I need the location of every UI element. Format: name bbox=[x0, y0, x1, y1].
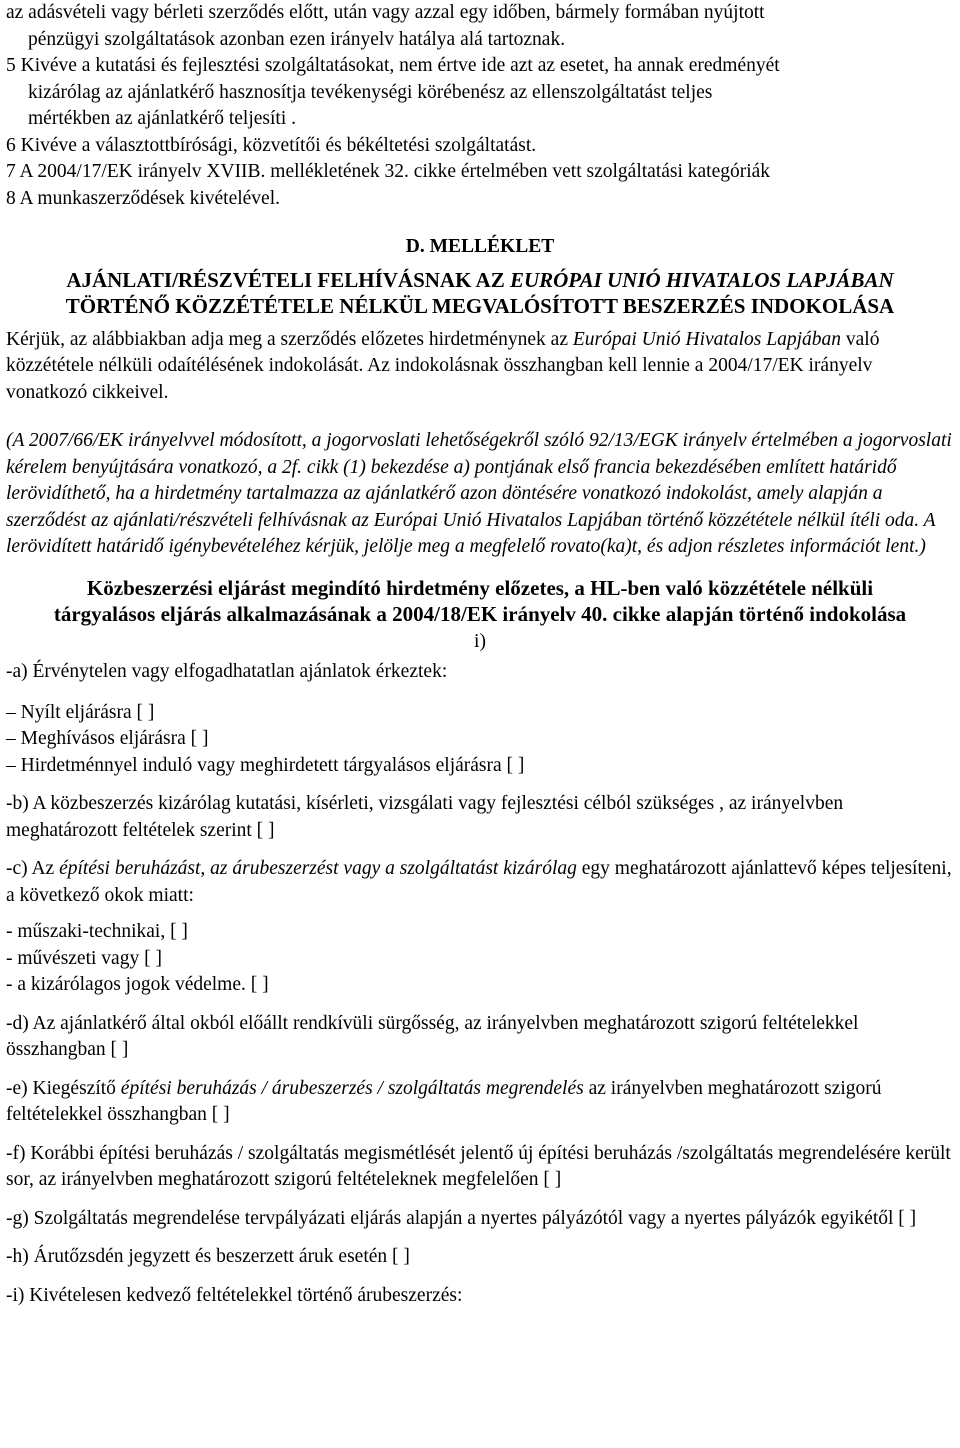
section-subnumber: i) bbox=[474, 630, 486, 652]
footnote-continuation-line-1: az adásvételi vagy bérleti szerződés előtt, után vagy azzal egy időben, bármely formában nyújtott bbox=[6, 2, 765, 23]
footnote-continuation-line-2: pénzügyi szolgáltatások azonban ezen irányelv hatálya alá tartoznak. bbox=[28, 28, 566, 50]
item-c-part-1: -c) Az bbox=[6, 858, 60, 879]
annex-title-line-2: TÖRTÉNŐ KÖZZÉTÉTELE NÉLKÜL MEGVALÓSÍTOTT BESZERZÉS INDOKOLÁSA bbox=[65, 293, 895, 318]
item-a: -a) Érvénytelen vagy elfogadhatatlan ajánlatok érkeztek: bbox=[6, 661, 448, 682]
item-b: -b) A közbeszerzés kizárólag kutatási, kísérleti, vizsgálati vagy fejlesztési célból szükséges , az irányelvben meghatározott feltételek szerint [ ] bbox=[6, 793, 844, 841]
item-i: -i) Kivételesen kedvező feltételekkel történő árubeszerzés: bbox=[6, 1284, 463, 1306]
item-e-part-3: az irányelvben meghatározott szigorú feltételekkel összhangban [ ] bbox=[6, 1077, 882, 1125]
item-h: -h) Árutőzsdén jegyzett és beszerzett áruk esetén [ ] bbox=[6, 1246, 410, 1267]
item-d: -d) Az ajánlatkérő által okból előállt rendkívüli sürgősség, az irányelvben meghatározott szigorú feltételekkel összhangban [ ] bbox=[6, 1012, 859, 1060]
item-c-part-2: építési beruházást, az árubeszerzést vagy a szolgáltatást kizárólag bbox=[59, 858, 577, 879]
footnote-block bbox=[6, 0, 954, 212]
item-g: -g) Szolgáltatás megrendelése tervpályázati eljárás alapján a nyertes pályázótól vagy a nyertes pályázók egyikétől [ ] bbox=[6, 1207, 917, 1229]
item-c-option-2: - művészeti vagy [ ] bbox=[6, 947, 162, 969]
item-c bbox=[6, 856, 954, 909]
annex-title-line-1 bbox=[6, 267, 954, 293]
item-f: -f) Korábbi építési beruházás / szolgáltatás megismétlését jelentő új építési beruházás /szolgáltatás megrendelésére került sor, az irányelvben meghatározott szigorú feltételeknek megfelelően [ ] bbox=[6, 1142, 951, 1190]
section-title: Közbeszerzési eljárást megindító hirdetmény előzetes, a HL-ben való közzététele nélküli tárgyalásos eljárás alkalmazásának a 2004/18/EK irányelv 40. cikke alapján történő indokolása bbox=[53, 575, 907, 626]
item-c-part-3: egy meghatározott ajánlattevő képes teljesíteni, a következő okok miatt: bbox=[6, 858, 952, 906]
item-c-option-3: - a kizárólagos jogok védelme. [ ] bbox=[6, 974, 269, 995]
item-a-option-2: – Meghívásos eljárásra [ ] bbox=[6, 726, 954, 753]
intro-part-2: Európai Unió Hivatalos Lapjában bbox=[572, 328, 841, 350]
footnote-8: 8 A munkaszerződések kivételével. bbox=[6, 187, 280, 209]
footnote-5-line-3: mértékben az ajánlatkérő teljesíti . bbox=[28, 108, 297, 129]
intro-part-3: való közzététele nélküli odaítélésének indokolását. Az indokolásnak összhangban kell lennie a 2004/17/EK irányelv vonatkozó cikkeivel. bbox=[6, 328, 880, 403]
annex-title-line-1-a: AJÁNLATI/RÉSZVÉTELI FELHÍVÁSNAK AZ bbox=[66, 267, 510, 292]
item-a-option-1: – Nyílt eljárásra [ ] bbox=[6, 700, 954, 727]
item-e-part-1: -e) Kiegészítő bbox=[6, 1077, 121, 1099]
footnote-5-line-2: kizárólag az ajánlatkérő hasznosítja tevékenységi körébenész az ellenszolgáltatást teljes bbox=[28, 81, 713, 103]
item-c-option-1: - műszaki-technikai, [ ] bbox=[6, 921, 188, 942]
item-e-part-2: építési beruházás / árubeszerzés / szolgáltatás megrendelés bbox=[120, 1077, 584, 1099]
intro-paragraph bbox=[6, 327, 954, 407]
item-e bbox=[6, 1076, 954, 1129]
footnote-7: 7 A 2004/17/EK irányelv XVIIB. mellékletének 32. cikke értelmében vett szolgáltatási kategóriák bbox=[6, 161, 771, 182]
footnote-6: 6 Kivéve a választottbírósági, közvetítői és békéltetési szolgáltatást. bbox=[6, 134, 537, 156]
intro-part-1: Kérjük, az alábbiakban adja meg a szerződés előzetes hirdetménynek az bbox=[6, 328, 573, 350]
item-a-option-3: – Hirdetménnyel induló vagy meghirdetett tárgyalásos eljárásra [ ] bbox=[6, 753, 954, 780]
legal-note: (A 2007/66/EK irányelvvel módosított, a jogorvoslati lehetőségekről szóló 92/13/EGK irányelv értelmében a jogorvoslati kérelem benyújtására vonatkozó, a 2f. cikk (1) bekezdése a) pontjának első francia bekezdésében említett határidő lerövidíthető, ha a hirdetmény tartalmazza az ajánlatkérő azon döntésére vonatkozó indokolást, amely alapján a szerződést az ajánlati/részvételi felhívásnak az Európai Unió Hivatalos Lapjában történő közzététele nélkül ítéli oda. A lerövidített határidő igénybevételéhez kérjük, jelölje meg a megfelelő rovato(ka)t, és adjon részletes információt lent.) bbox=[6, 430, 952, 557]
annex-label: D. MELLÉKLET bbox=[405, 236, 555, 257]
annex-title-line-1-b: EURÓPAI UNIÓ HIVATALOS LAPJÁBAN bbox=[509, 267, 894, 292]
footnote-5-line-1: 5 Kivéve a kutatási és fejlesztési szolgáltatásokat, nem értve ide azt az esetet, ha annak eredményét bbox=[6, 55, 780, 76]
